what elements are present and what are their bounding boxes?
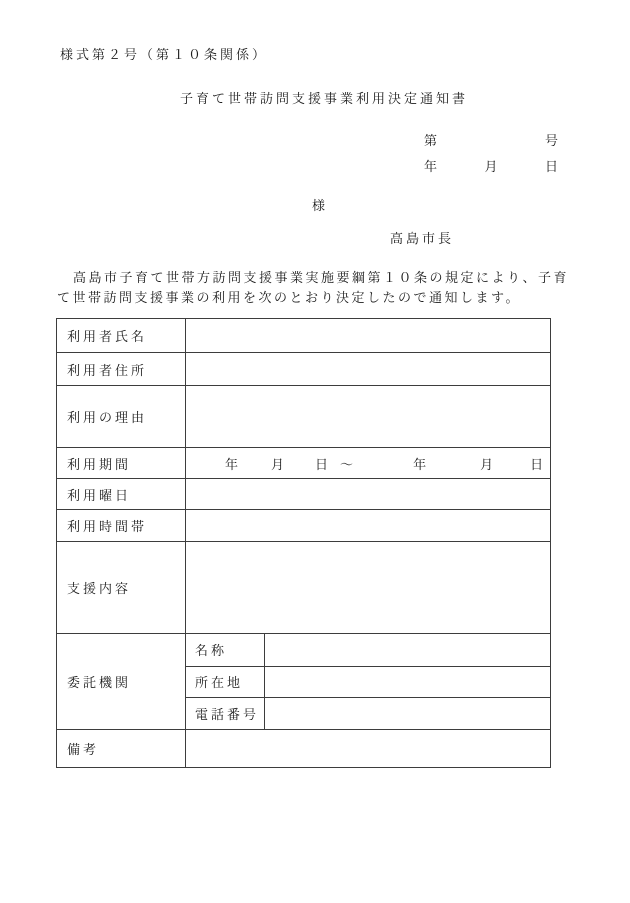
- agency-phone-value-cell: [264, 698, 550, 729]
- period-year1-label: 年: [225, 456, 242, 472]
- table-row-use-weekday: [57, 478, 550, 509]
- body-paragraph: [57, 268, 602, 308]
- date-month-label: 月: [484, 159, 498, 174]
- use-period-label: 利用期間: [67, 456, 132, 472]
- addressee-honorific: 様: [312, 198, 329, 213]
- body-line-1: 高島市子育て世帯方訪問支援事業実施要綱第１０条の規定により、子育: [73, 270, 570, 285]
- table-row-use-period: [57, 447, 550, 478]
- user-address-label: 利用者住所: [67, 362, 148, 378]
- agency-name-label: 名称: [195, 643, 228, 659]
- period-month2-label: 月: [480, 456, 497, 472]
- remarks-label: 備考: [67, 742, 100, 757]
- contracted-agency-subtable: [185, 634, 550, 729]
- agency-name-value-cell: [264, 634, 550, 666]
- agency-address-label: 所在地: [195, 675, 244, 691]
- period-year2-label: 年: [413, 456, 430, 472]
- period-day1-label: 日: [315, 456, 332, 472]
- table-row-reason: [57, 385, 550, 447]
- agency-name-row: [186, 634, 550, 666]
- doc-date-line: [424, 156, 558, 175]
- table-row-support-content: [57, 541, 550, 633]
- table-row-user-address: [57, 352, 550, 385]
- doc-number-suffix: 号: [544, 133, 558, 148]
- period-day2-label: 日: [530, 456, 547, 472]
- agency-phone-row: [186, 697, 550, 729]
- use-weekday-value-cell: [185, 479, 550, 509]
- contracted-agency-label: 委託機関: [67, 675, 132, 690]
- period-month1-label: 月: [271, 456, 288, 472]
- agency-phone-label: 電話番号: [195, 707, 260, 723]
- table-row-use-timeslot: [57, 509, 550, 541]
- form-table: [56, 318, 551, 768]
- use-timeslot-label: 利用時間帯: [67, 519, 148, 534]
- user-name-label: 利用者氏名: [67, 329, 148, 344]
- support-content-label: 支援内容: [67, 581, 132, 596]
- doc-number-line: [424, 130, 558, 149]
- table-row-user-name: [57, 319, 550, 352]
- table-row-remarks: [57, 729, 550, 767]
- agency-address-row: [186, 666, 550, 698]
- support-content-value-cell: [185, 542, 550, 633]
- remarks-value-cell: [185, 730, 550, 767]
- sender-name: 高島市長: [390, 231, 455, 246]
- agency-address-value-cell: [264, 667, 550, 698]
- date-day-label: 日: [544, 159, 558, 174]
- body-line-2: て世帯訪問支援事業の利用を次のとおり決定したので通知します。: [57, 290, 521, 305]
- period-separator: ～: [340, 456, 357, 472]
- use-period-value-cell: [185, 448, 550, 478]
- reason-value-cell: [185, 386, 550, 447]
- date-year-label: 年: [424, 159, 438, 174]
- reason-label: 利用の理由: [67, 410, 148, 425]
- table-row-contracted-agency: [57, 633, 550, 729]
- use-timeslot-value-cell: [185, 510, 550, 541]
- use-weekday-label: 利用曜日: [67, 487, 132, 503]
- page-title: 子育て世帯訪問支援事業利用決定通知書: [180, 91, 469, 106]
- doc-number-prefix: 第: [424, 133, 438, 148]
- user-address-value-cell: [185, 353, 550, 385]
- form-number-label: 様式第２号（第１０条関係）: [60, 47, 269, 62]
- user-name-value-cell: [185, 319, 550, 352]
